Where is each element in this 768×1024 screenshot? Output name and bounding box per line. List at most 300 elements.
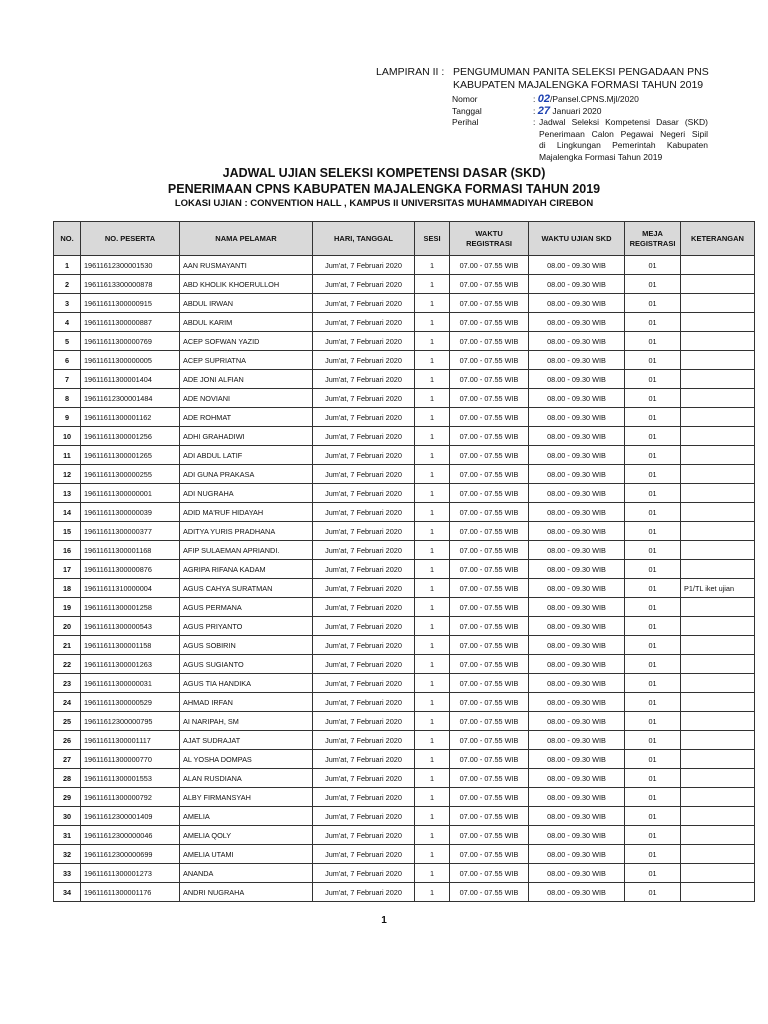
hari-tanggal-cell: Jum'at, 7 Februari 2020 <box>313 256 415 275</box>
waktu-registrasi-cell: 07.00 - 07.55 WIB <box>450 294 529 313</box>
table-row <box>54 427 755 446</box>
keterangan-cell <box>681 294 755 313</box>
waktu-ujian-cell: 08.00 - 09.30 WIB <box>529 465 625 484</box>
sesi-cell: 1 <box>415 256 450 275</box>
no-peserta-cell: 19611611300000543 <box>81 617 180 636</box>
row-number: 28 <box>54 769 81 788</box>
keterangan-cell <box>681 788 755 807</box>
hari-tanggal-cell: Jum'at, 7 Februari 2020 <box>313 522 415 541</box>
row-number: 22 <box>54 655 81 674</box>
nama-cell: ACEP SOFWAN YAZID <box>180 332 313 351</box>
hari-tanggal-cell: Jum'at, 7 Februari 2020 <box>313 503 415 522</box>
hari-tanggal-cell: Jum'at, 7 Februari 2020 <box>313 408 415 427</box>
no-peserta-cell: 19611611300001404 <box>81 370 180 389</box>
nama-cell: AMELIA QOLY <box>180 826 313 845</box>
hari-tanggal-cell: Jum'at, 7 Februari 2020 <box>313 294 415 313</box>
meja-cell: 01 <box>625 408 681 427</box>
meja-cell: 01 <box>625 465 681 484</box>
sesi-cell: 1 <box>415 522 450 541</box>
nama-cell: AGUS PERMANA <box>180 598 313 617</box>
hari-tanggal-cell: Jum'at, 7 Februari 2020 <box>313 465 415 484</box>
row-number: 9 <box>54 408 81 427</box>
table-row <box>54 332 755 351</box>
sesi-cell: 1 <box>415 883 450 902</box>
hari-tanggal-cell: Jum'at, 7 Februari 2020 <box>313 617 415 636</box>
nama-cell: ANDRI NUGRAHA <box>180 883 313 902</box>
no-peserta-cell: 19611613300000878 <box>81 275 180 294</box>
hari-tanggal-cell: Jum'at, 7 Februari 2020 <box>313 845 415 864</box>
meja-cell: 01 <box>625 769 681 788</box>
sesi-cell: 1 <box>415 465 450 484</box>
table-row <box>54 560 755 579</box>
keterangan-cell <box>681 541 755 560</box>
nama-cell: ANANDA <box>180 864 313 883</box>
nama-cell: AGUS PRIYANTO <box>180 617 313 636</box>
nama-cell: ABD KHOLIK KHOERULLOH <box>180 275 313 294</box>
waktu-ujian-cell: 08.00 - 09.30 WIB <box>529 370 625 389</box>
nama-cell: AGUS SUGIANTO <box>180 655 313 674</box>
hari-tanggal-cell: Jum'at, 7 Februari 2020 <box>313 655 415 674</box>
meja-cell: 01 <box>625 484 681 503</box>
waktu-ujian-cell: 08.00 - 09.30 WIB <box>529 503 625 522</box>
sesi-cell: 1 <box>415 807 450 826</box>
waktu-ujian-cell: 08.00 - 09.30 WIB <box>529 864 625 883</box>
meja-cell: 01 <box>625 864 681 883</box>
row-number: 24 <box>54 693 81 712</box>
nama-cell: AL YOSHA DOMPAS <box>180 750 313 769</box>
keterangan-cell <box>681 427 755 446</box>
waktu-ujian-cell: 08.00 - 09.30 WIB <box>529 712 625 731</box>
col-header-no-peserta: NO. PESERTA <box>81 222 180 256</box>
row-number: 5 <box>54 332 81 351</box>
meja-cell: 01 <box>625 541 681 560</box>
hari-tanggal-cell: Jum'at, 7 Februari 2020 <box>313 826 415 845</box>
waktu-registrasi-cell: 07.00 - 07.55 WIB <box>450 408 529 427</box>
table-header-row <box>54 222 755 256</box>
waktu-ujian-cell: 08.00 - 09.30 WIB <box>529 275 625 294</box>
no-peserta-cell: 19611611300000039 <box>81 503 180 522</box>
sesi-cell: 1 <box>415 560 450 579</box>
table-row <box>54 294 755 313</box>
lampiran-text-line: PENGUMUMAN PANITA SELEKSI PENGADAAN PNS <box>453 66 709 78</box>
sesi-cell: 1 <box>415 427 450 446</box>
waktu-registrasi-cell: 07.00 - 07.55 WIB <box>450 389 529 408</box>
waktu-ujian-cell: 08.00 - 09.30 WIB <box>529 883 625 902</box>
no-peserta-cell: 19611611300001168 <box>81 541 180 560</box>
col-header-hari-tanggal: HARI, TANGGAL <box>313 222 415 256</box>
nama-cell: ADHI GRAHADIWI <box>180 427 313 446</box>
exam-location: LOKASI UJIAN : CONVENTION HALL , KAMPUS II UNIVERSITAS MUHAMMADIYAH CIREBON <box>174 198 594 209</box>
waktu-ujian-cell: 08.00 - 09.30 WIB <box>529 731 625 750</box>
hari-tanggal-cell: Jum'at, 7 Februari 2020 <box>313 864 415 883</box>
row-number: 12 <box>54 465 81 484</box>
schedule-table <box>53 221 755 902</box>
nama-cell: AMELIA <box>180 807 313 826</box>
keterangan-cell <box>681 332 755 351</box>
row-number: 7 <box>54 370 81 389</box>
hari-tanggal-cell: Jum'at, 7 Februari 2020 <box>313 598 415 617</box>
waktu-registrasi-cell: 07.00 - 07.55 WIB <box>450 522 529 541</box>
row-number: 33 <box>54 864 81 883</box>
table-row <box>54 693 755 712</box>
waktu-registrasi-cell: 07.00 - 07.55 WIB <box>450 750 529 769</box>
table-row <box>54 522 755 541</box>
meja-cell: 01 <box>625 351 681 370</box>
meja-cell: 01 <box>625 731 681 750</box>
waktu-ujian-cell: 08.00 - 09.30 WIB <box>529 807 625 826</box>
keterangan-cell <box>681 256 755 275</box>
sesi-cell: 1 <box>415 598 450 617</box>
keterangan-cell <box>681 636 755 655</box>
sesi-cell: 1 <box>415 541 450 560</box>
table-row <box>54 313 755 332</box>
meja-cell: 01 <box>625 636 681 655</box>
sesi-cell: 1 <box>415 370 450 389</box>
nama-cell: ABDUL IRWAN <box>180 294 313 313</box>
nomor-handwritten: 02 <box>537 93 550 105</box>
no-peserta-cell: 19611611300000876 <box>81 560 180 579</box>
table-row <box>54 408 755 427</box>
waktu-registrasi-cell: 07.00 - 07.55 WIB <box>450 598 529 617</box>
table-row <box>54 788 755 807</box>
sesi-cell: 1 <box>415 636 450 655</box>
waktu-ujian-cell: 08.00 - 09.30 WIB <box>529 484 625 503</box>
keterangan-cell <box>681 769 755 788</box>
nama-cell: AAN RUSMAYANTI <box>180 256 313 275</box>
waktu-ujian-cell: 08.00 - 09.30 WIB <box>529 522 625 541</box>
no-peserta-cell: 19611611300001117 <box>81 731 180 750</box>
waktu-ujian-cell: 08.00 - 09.30 WIB <box>529 617 625 636</box>
nama-cell: ADI ABDUL LATIF <box>180 446 313 465</box>
waktu-registrasi-cell: 07.00 - 07.55 WIB <box>450 541 529 560</box>
nomor-label: Nomor <box>452 94 478 104</box>
hari-tanggal-cell: Jum'at, 7 Februari 2020 <box>313 731 415 750</box>
table-row <box>54 750 755 769</box>
keterangan-cell <box>681 598 755 617</box>
hari-tanggal-cell: Jum'at, 7 Februari 2020 <box>313 750 415 769</box>
table-row <box>54 503 755 522</box>
meja-cell: 01 <box>625 883 681 902</box>
table-row <box>54 446 755 465</box>
no-peserta-cell: 19611611300001258 <box>81 598 180 617</box>
lampiran-text <box>453 66 713 92</box>
no-peserta-cell: 19611612300001409 <box>81 807 180 826</box>
keterangan-cell <box>681 750 755 769</box>
waktu-ujian-cell: 08.00 - 09.30 WIB <box>529 427 625 446</box>
table-row <box>54 807 755 826</box>
hari-tanggal-cell: Jum'at, 7 Februari 2020 <box>313 636 415 655</box>
nama-cell: ADE JONI ALFIAN <box>180 370 313 389</box>
meja-cell: 01 <box>625 313 681 332</box>
waktu-registrasi-cell: 07.00 - 07.55 WIB <box>450 275 529 294</box>
perihal-line: Jadwal Seleksi Kompetensi Dasar (SKD) <box>539 117 708 127</box>
nama-cell: AFIP SULAEMAN APRIANDI. <box>180 541 313 560</box>
waktu-ujian-cell: 08.00 - 09.30 WIB <box>529 693 625 712</box>
row-number: 1 <box>54 256 81 275</box>
nama-cell: ADI NUGRAHA <box>180 484 313 503</box>
waktu-ujian-cell: 08.00 - 09.30 WIB <box>529 351 625 370</box>
no-peserta-cell: 19611611300001265 <box>81 446 180 465</box>
sesi-cell: 1 <box>415 313 450 332</box>
waktu-ujian-cell: 08.00 - 09.30 WIB <box>529 598 625 617</box>
meja-cell: 01 <box>625 845 681 864</box>
lampiran-text-line: KABUPATEN MAJALENGKA FORMASI TAHUN 2019 <box>453 79 704 91</box>
sesi-cell: 1 <box>415 351 450 370</box>
nama-cell: AJAT SUDRAJAT <box>180 731 313 750</box>
sesi-cell: 1 <box>415 750 450 769</box>
no-peserta-cell: 19611611300000769 <box>81 332 180 351</box>
no-peserta-cell: 19611611300001263 <box>81 655 180 674</box>
keterangan-cell <box>681 731 755 750</box>
table-row <box>54 617 755 636</box>
waktu-registrasi-cell: 07.00 - 07.55 WIB <box>450 807 529 826</box>
no-peserta-cell: 19611611300000770 <box>81 750 180 769</box>
waktu-registrasi-cell: 07.00 - 07.55 WIB <box>450 712 529 731</box>
waktu-ujian-cell: 08.00 - 09.30 WIB <box>529 541 625 560</box>
sesi-cell: 1 <box>415 579 450 598</box>
no-peserta-cell: 19611611310000004 <box>81 579 180 598</box>
waktu-registrasi-cell: 07.00 - 07.55 WIB <box>450 351 529 370</box>
waktu-registrasi-cell: 07.00 - 07.55 WIB <box>450 313 529 332</box>
meja-cell: 01 <box>625 503 681 522</box>
waktu-ujian-cell: 08.00 - 09.30 WIB <box>529 294 625 313</box>
meja-cell: 01 <box>625 275 681 294</box>
row-number: 32 <box>54 845 81 864</box>
perihal-line: di Lingkungan Pemerintah Kabupaten <box>539 140 708 150</box>
meja-cell: 01 <box>625 579 681 598</box>
meja-cell: 01 <box>625 826 681 845</box>
hari-tanggal-cell: Jum'at, 7 Februari 2020 <box>313 579 415 598</box>
no-peserta-cell: 19611611300000887 <box>81 313 180 332</box>
keterangan-cell <box>681 617 755 636</box>
hari-tanggal-cell: Jum'at, 7 Februari 2020 <box>313 427 415 446</box>
hari-tanggal-cell: Jum'at, 7 Februari 2020 <box>313 693 415 712</box>
sesi-cell: 1 <box>415 712 450 731</box>
table-row <box>54 712 755 731</box>
keterangan-cell <box>681 712 755 731</box>
nama-cell: ACEP SUPRIATNA <box>180 351 313 370</box>
meja-cell: 01 <box>625 655 681 674</box>
sesi-cell: 1 <box>415 864 450 883</box>
hari-tanggal-cell: Jum'at, 7 Februari 2020 <box>313 769 415 788</box>
row-number: 34 <box>54 883 81 902</box>
waktu-registrasi-cell: 07.00 - 07.55 WIB <box>450 655 529 674</box>
col-header-no: NO. <box>54 222 81 256</box>
row-number: 21 <box>54 636 81 655</box>
keterangan-cell <box>681 655 755 674</box>
page-number: 1 <box>381 915 387 926</box>
no-peserta-cell: 19611611300000005 <box>81 351 180 370</box>
table-row <box>54 655 755 674</box>
col-header-meja: MEJA REGISTRASI <box>625 222 681 256</box>
waktu-ujian-cell: 08.00 - 09.30 WIB <box>529 750 625 769</box>
waktu-ujian-cell: 08.00 - 09.30 WIB <box>529 845 625 864</box>
row-number: 25 <box>54 712 81 731</box>
table-row <box>54 598 755 617</box>
table-row <box>54 769 755 788</box>
row-number: 8 <box>54 389 81 408</box>
keterangan-cell <box>681 522 755 541</box>
col-header-waktu-registrasi: WAKTU REGISTRASI <box>450 222 529 256</box>
row-number: 26 <box>54 731 81 750</box>
tanggal-value: Januari 2020 <box>552 105 602 116</box>
meja-cell: 01 <box>625 427 681 446</box>
sesi-cell: 1 <box>415 484 450 503</box>
tanggal-handwritten: 27 <box>537 104 550 117</box>
table-row <box>54 465 755 484</box>
waktu-registrasi-cell: 07.00 - 07.55 WIB <box>450 503 529 522</box>
document-title: JADWAL UJIAN SELEKSI KOMPETENSI DASAR (SKD) <box>222 166 546 180</box>
nama-cell: ADITYA YURIS PRADHANA <box>180 522 313 541</box>
waktu-registrasi-cell: 07.00 - 07.55 WIB <box>450 465 529 484</box>
keterangan-cell <box>681 408 755 427</box>
waktu-registrasi-cell: 07.00 - 07.55 WIB <box>450 636 529 655</box>
nama-cell: AGRIPA RIFANA KADAM <box>180 560 313 579</box>
waktu-ujian-cell: 08.00 - 09.30 WIB <box>529 256 625 275</box>
row-number: 29 <box>54 788 81 807</box>
waktu-registrasi-cell: 07.00 - 07.55 WIB <box>450 560 529 579</box>
waktu-ujian-cell: 08.00 - 09.30 WIB <box>529 560 625 579</box>
meja-cell: 01 <box>625 788 681 807</box>
nama-cell: AI NARIPAH, SM <box>180 712 313 731</box>
waktu-ujian-cell: 08.00 - 09.30 WIB <box>529 826 625 845</box>
tanggal-label: Tanggal <box>452 105 482 116</box>
no-peserta-cell: 19611611300001176 <box>81 883 180 902</box>
waktu-ujian-cell: 08.00 - 09.30 WIB <box>529 655 625 674</box>
table-row <box>54 351 755 370</box>
meja-cell: 01 <box>625 256 681 275</box>
table-row <box>54 674 755 693</box>
waktu-registrasi-cell: 07.00 - 07.55 WIB <box>450 826 529 845</box>
meja-cell: 01 <box>625 522 681 541</box>
waktu-registrasi-cell: 07.00 - 07.55 WIB <box>450 484 529 503</box>
no-peserta-cell: 19611612300000699 <box>81 845 180 864</box>
sesi-cell: 1 <box>415 845 450 864</box>
row-number: 23 <box>54 674 81 693</box>
no-peserta-cell: 19611612300001484 <box>81 389 180 408</box>
meja-cell: 01 <box>625 446 681 465</box>
keterangan-cell <box>681 826 755 845</box>
waktu-ujian-cell: 08.00 - 09.30 WIB <box>529 769 625 788</box>
waktu-registrasi-cell: 07.00 - 07.55 WIB <box>450 332 529 351</box>
hari-tanggal-cell: Jum'at, 7 Februari 2020 <box>313 332 415 351</box>
meja-cell: 01 <box>625 598 681 617</box>
sesi-cell: 1 <box>415 655 450 674</box>
no-peserta-cell: 19611611300000915 <box>81 294 180 313</box>
table-row <box>54 864 755 883</box>
sesi-cell: 1 <box>415 332 450 351</box>
keterangan-cell <box>681 864 755 883</box>
table-row <box>54 484 755 503</box>
sesi-cell: 1 <box>415 788 450 807</box>
nomor-row: Nomor : 02/Pansel.CPNS.Mjl/2020 <box>452 93 639 105</box>
sesi-cell: 1 <box>415 731 450 750</box>
hari-tanggal-cell: Jum'at, 7 Februari 2020 <box>313 788 415 807</box>
waktu-registrasi-cell: 07.00 - 07.55 WIB <box>450 427 529 446</box>
hari-tanggal-cell: Jum'at, 7 Februari 2020 <box>313 313 415 332</box>
col-header-keterangan: KETERANGAN <box>681 222 755 256</box>
perihal-line: Penerimaan Calon Pegawai Negeri Sipil <box>539 128 708 139</box>
keterangan-cell <box>681 503 755 522</box>
row-number: 16 <box>54 541 81 560</box>
meja-cell: 01 <box>625 560 681 579</box>
hari-tanggal-cell: Jum'at, 7 Februari 2020 <box>313 674 415 693</box>
waktu-registrasi-cell: 07.00 - 07.55 WIB <box>450 674 529 693</box>
tanggal-row: Tanggal : 27 Januari 2020 <box>452 104 602 117</box>
row-number: 14 <box>54 503 81 522</box>
no-peserta-cell: 19611611300001256 <box>81 427 180 446</box>
row-number: 4 <box>54 313 81 332</box>
keterangan-cell <box>681 465 755 484</box>
keterangan-cell <box>681 370 755 389</box>
waktu-registrasi-cell: 07.00 - 07.55 WIB <box>450 617 529 636</box>
waktu-registrasi-cell: 07.00 - 07.55 WIB <box>450 864 529 883</box>
col-header-sesi: SESI <box>415 222 450 256</box>
nama-cell: ADE ROHMAT <box>180 408 313 427</box>
keterangan-cell <box>681 674 755 693</box>
no-peserta-cell: 19611611300000377 <box>81 522 180 541</box>
col-header-nama: NAMA PELAMAR <box>180 222 313 256</box>
hari-tanggal-cell: Jum'at, 7 Februari 2020 <box>313 351 415 370</box>
row-number: 6 <box>54 351 81 370</box>
row-number: 11 <box>54 446 81 465</box>
no-peserta-cell: 19611611300000529 <box>81 693 180 712</box>
nama-cell: AGUS SOBIRIN <box>180 636 313 655</box>
waktu-ujian-cell: 08.00 - 09.30 WIB <box>529 408 625 427</box>
hari-tanggal-cell: Jum'at, 7 Februari 2020 <box>313 712 415 731</box>
keterangan-cell <box>681 275 755 294</box>
waktu-ujian-cell: 08.00 - 09.30 WIB <box>529 332 625 351</box>
table-row <box>54 370 755 389</box>
keterangan-cell <box>681 484 755 503</box>
meja-cell: 01 <box>625 712 681 731</box>
hari-tanggal-cell: Jum'at, 7 Februari 2020 <box>313 883 415 902</box>
waktu-registrasi-cell: 07.00 - 07.55 WIB <box>450 446 529 465</box>
row-number: 19 <box>54 598 81 617</box>
waktu-registrasi-cell: 07.00 - 07.55 WIB <box>450 769 529 788</box>
nama-cell: ALBY FIRMANSYAH <box>180 788 313 807</box>
meja-cell: 01 <box>625 294 681 313</box>
row-number: 13 <box>54 484 81 503</box>
sesi-cell: 1 <box>415 769 450 788</box>
row-number: 2 <box>54 275 81 294</box>
row-number: 27 <box>54 750 81 769</box>
waktu-ujian-cell: 08.00 - 09.30 WIB <box>529 579 625 598</box>
nama-cell: ABDUL KARIM <box>180 313 313 332</box>
nama-cell: ADID MA'RUF HIDAYAH <box>180 503 313 522</box>
no-peserta-cell: 19611612300000046 <box>81 826 180 845</box>
waktu-registrasi-cell: 07.00 - 07.55 WIB <box>450 845 529 864</box>
meja-cell: 01 <box>625 332 681 351</box>
no-peserta-cell: 19611612300001530 <box>81 256 180 275</box>
sesi-cell: 1 <box>415 408 450 427</box>
meja-cell: 01 <box>625 617 681 636</box>
keterangan-cell <box>681 693 755 712</box>
row-number: 30 <box>54 807 81 826</box>
row-number: 17 <box>54 560 81 579</box>
waktu-registrasi-cell: 07.00 - 07.55 WIB <box>450 788 529 807</box>
row-number: 31 <box>54 826 81 845</box>
table-row <box>54 883 755 902</box>
keterangan-cell <box>681 845 755 864</box>
nomor-value: /Pansel.CPNS.Mjl/2020 <box>549 94 639 104</box>
keterangan-cell: P1/TL iket ujian <box>681 579 755 598</box>
hari-tanggal-cell: Jum'at, 7 Februari 2020 <box>313 807 415 826</box>
sesi-cell: 1 <box>415 674 450 693</box>
hari-tanggal-cell: Jum'at, 7 Februari 2020 <box>313 446 415 465</box>
nama-cell: AHMAD IRFAN <box>180 693 313 712</box>
row-number: 3 <box>54 294 81 313</box>
